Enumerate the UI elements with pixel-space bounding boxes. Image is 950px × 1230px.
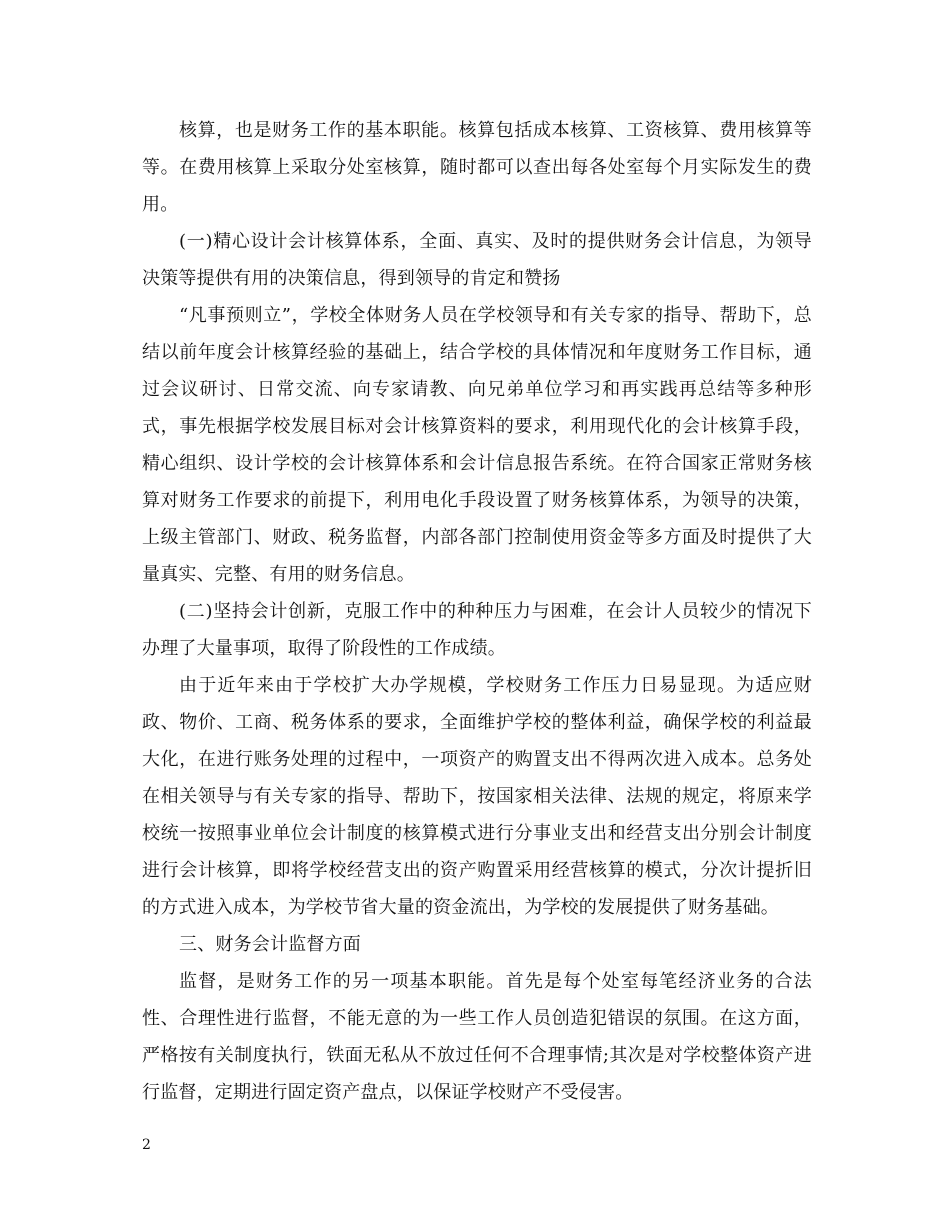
paragraph-heading-one: (一)精心设计会计核算体系，全面、真实、及时的提供财务会计信息，为领导决策等提供有用的决策信息，得到领导的肯定和赞扬 [142, 231, 812, 289]
paragraph-accounting-innovation: 由于近年来由于学校扩大办学规模，学校财务工作压力日易显现。为适应财政、物价、工商、税务体系的要求，全面维护学校的整体利益，确保学校的利益最大化，在进行账务处理的过程中，一项资产的购置支出不得两次进入成本。总务处在相关领导与有关专家的指导、帮助下，按国家相关法律、法规的规定，将原来学校统一按照事业单位会计制度的核算模式进行分事业支出和经营支出分别会计制度进行会计核算，即将学校经营支出的资产购置采用经营核算的模式，分次计提折旧的方式进入成本，为学校节省大量的资金流出，为学校的发展提供了财务基础。 [142, 675, 812, 918]
paragraph-accounting-intro: 核算，也是财务工作的基本职能。核算包括成本核算、工资核算、费用核算等等。在费用核算上采取分处室核算，随时都可以查出每各处室每个月实际发生的费用。 [142, 120, 812, 215]
paragraph-accounting-system: “凡事预则立”，学校全体财务人员在学校领导和有关专家的指导、帮助下，总结以前年度会计核算经验的基础上，结合学校的具体情况和年度财务工作目标，通过会议研讨、日常交流、向专家请教、向兄弟单位学习和再实践再总结等多种形式，事先根据学校发展目标对会计核算资料的要求，利用现代化的会计核算手段，精心组织、设计学校的会计核算体系和会计信息报告系统。在符合国家正常财务核算对财务工作要求的前提下，利用电化手段设置了财务核算体系，为领导的决策，上级主管部门、财政、税务监督，内部各部门控制使用资金等多方面及时提供了大量真实、完整、有用的财务信息。 [142, 305, 812, 585]
body-text [142, 112, 812, 1111]
paragraph-supervision: 监督，是财务工作的另一项基本职能。首先是每个处室每笔经济业务的合法性、合理性进行监督，不能无意的为一些工作人员创造犯错误的氛围。在这方面，严格按有关制度执行，铁面无私从不放过任何不合理事情;其次是对学校整体资产进行监督，定期进行固定资产盘点，以保证学校财产不受侵害。 [142, 971, 812, 1103]
paragraph-heading-two: (二)坚持会计创新，克服工作中的种种压力与困难，在会计人员较少的情况下办理了大量事项，取得了阶段性的工作成绩。 [142, 601, 812, 659]
page-number: 2 [142, 1137, 151, 1153]
section-heading-supervision: 三、财务会计监督方面 [179, 934, 361, 955]
